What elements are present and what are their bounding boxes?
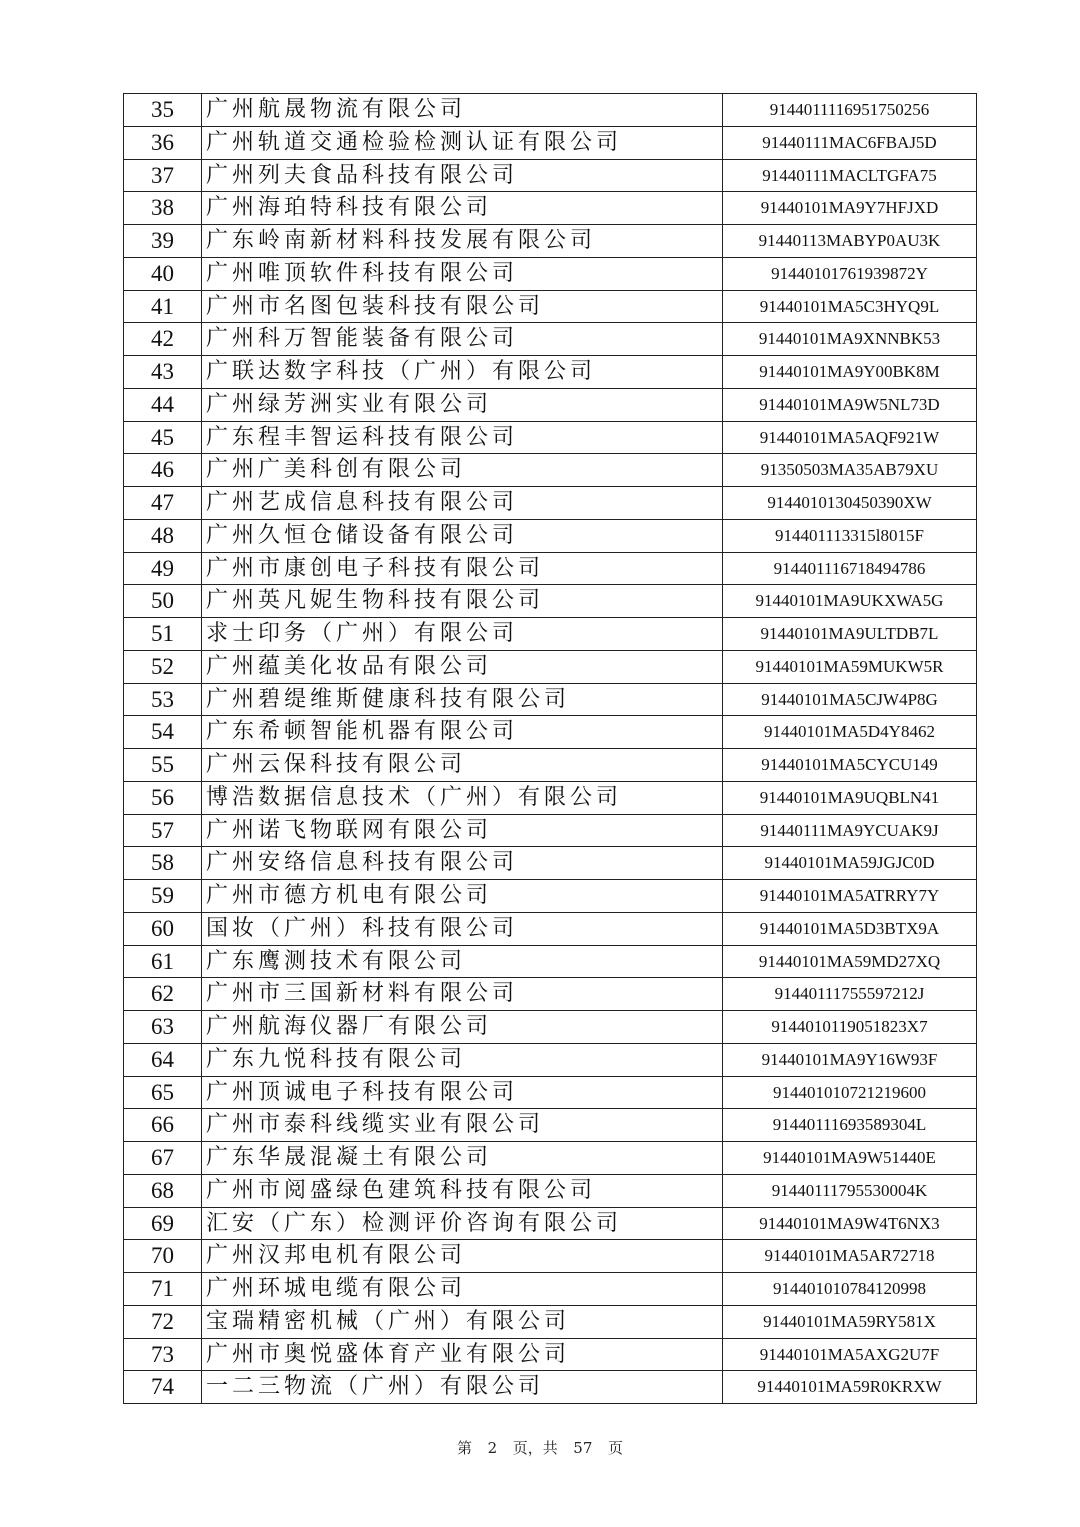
table-row: [124, 1011, 977, 1044]
company-name: 广州市三国新材料有限公司: [202, 978, 723, 1011]
company-name: 求士印务（广州）有限公司: [202, 618, 723, 651]
table-row: [124, 945, 977, 978]
table-row: [124, 749, 977, 782]
company-name: 广东程丰智运科技有限公司: [202, 421, 723, 454]
credit-code: 9144011116951750256: [723, 94, 977, 127]
row-number: 62: [124, 978, 202, 1011]
company-name: 广东鹰测技术有限公司: [202, 945, 723, 978]
company-name: 广州安络信息科技有限公司: [202, 847, 723, 880]
row-number: 61: [124, 945, 202, 978]
row-number: 39: [124, 225, 202, 258]
row-number: 53: [124, 683, 202, 716]
row-number: 54: [124, 716, 202, 749]
credit-code: 91440101MA9W51440E: [723, 1142, 977, 1175]
footer-total-pages: 57: [573, 1439, 593, 1457]
table-row: [124, 1240, 977, 1273]
credit-code: 91440101MA5CJW4P8G: [723, 683, 977, 716]
row-number: 67: [124, 1142, 202, 1175]
company-name: 广联达数字科技（广州）有限公司: [202, 356, 723, 389]
company-name: 广东华晟混凝土有限公司: [202, 1142, 723, 1175]
row-number: 50: [124, 585, 202, 618]
row-number: 35: [124, 94, 202, 127]
row-number: 55: [124, 749, 202, 782]
row-number: 70: [124, 1240, 202, 1273]
row-number: 38: [124, 192, 202, 225]
table-row: [124, 1305, 977, 1338]
credit-code: 91440111755597212J: [723, 978, 977, 1011]
company-name: 广州汉邦电机有限公司: [202, 1240, 723, 1273]
company-name: 广州科万智能装备有限公司: [202, 323, 723, 356]
row-number: 57: [124, 814, 202, 847]
credit-code: 91440111693589304L: [723, 1109, 977, 1142]
row-number: 71: [124, 1273, 202, 1306]
table-row: [124, 1338, 977, 1371]
row-number: 72: [124, 1305, 202, 1338]
row-number: 73: [124, 1338, 202, 1371]
credit-code: 91440101MA9Y00BK8M: [723, 356, 977, 389]
table-row: [124, 650, 977, 683]
table-row: [124, 978, 977, 1011]
credit-code: 91440101MA9W5NL73D: [723, 388, 977, 421]
footer-prefix: 第: [457, 1439, 473, 1457]
table-row: [124, 618, 977, 651]
credit-code: 91440101MA59MUKW5R: [723, 650, 977, 683]
company-name: 广州轨道交通检验检测认证有限公司: [202, 126, 723, 159]
company-name: 一二三物流（广州）有限公司: [202, 1371, 723, 1404]
row-number: 44: [124, 388, 202, 421]
row-number: 46: [124, 454, 202, 487]
row-number: 68: [124, 1174, 202, 1207]
credit-code: 9144010130450390XW: [723, 487, 977, 520]
table-row: [124, 126, 977, 159]
table-row: [124, 487, 977, 520]
credit-code: 91440101MA5D4Y8462: [723, 716, 977, 749]
credit-code: 91350503MA35AB79XU: [723, 454, 977, 487]
credit-code: 91440113MABYP0AU3K: [723, 225, 977, 258]
table-row: [124, 912, 977, 945]
table-row: [124, 519, 977, 552]
row-number: 52: [124, 650, 202, 683]
company-name: 广州市名图包装科技有限公司: [202, 290, 723, 323]
company-name: 广州市德方机电有限公司: [202, 880, 723, 913]
credit-code: 91440101MA5D3BTX9A: [723, 912, 977, 945]
company-name: 广州广美科创有限公司: [202, 454, 723, 487]
credit-code: 91440111MACLTGFA75: [723, 159, 977, 192]
row-number: 37: [124, 159, 202, 192]
credit-code: 9144010119051823X7: [723, 1011, 977, 1044]
company-name: 广州环城电缆有限公司: [202, 1273, 723, 1306]
footer-current-page: 2: [487, 1439, 498, 1457]
company-name: 广州久恒仓储设备有限公司: [202, 519, 723, 552]
company-name: 广州航海仪器厂有限公司: [202, 1011, 723, 1044]
table-row: [124, 585, 977, 618]
company-name: 广州绿芳洲实业有限公司: [202, 388, 723, 421]
credit-code: 914401010721219600: [723, 1076, 977, 1109]
row-number: 63: [124, 1011, 202, 1044]
credit-code: 91440101MA9XNNBK53: [723, 323, 977, 356]
table-row: [124, 1207, 977, 1240]
credit-code: 91440111MAC6FBAJ5D: [723, 126, 977, 159]
credit-code: 91440101MA59RY581X: [723, 1305, 977, 1338]
row-number: 66: [124, 1109, 202, 1142]
table-row: [124, 225, 977, 258]
credit-code: 914401116718494786: [723, 552, 977, 585]
credit-code: 91440101MA5CYCU149: [723, 749, 977, 782]
row-number: 59: [124, 880, 202, 913]
footer-page-suffix: 页，共: [512, 1439, 558, 1457]
table-row: [124, 192, 977, 225]
row-number: 42: [124, 323, 202, 356]
row-number: 45: [124, 421, 202, 454]
row-number: 64: [124, 1043, 202, 1076]
company-name: 广东希顿智能机器有限公司: [202, 716, 723, 749]
company-name: 广州云保科技有限公司: [202, 749, 723, 782]
company-name: 广州市康创电子科技有限公司: [202, 552, 723, 585]
credit-code: 914401010784120998: [723, 1273, 977, 1306]
table-row: [124, 388, 977, 421]
credit-code: 91440101761939872Y: [723, 257, 977, 290]
row-number: 74: [124, 1371, 202, 1404]
table-row: [124, 159, 977, 192]
page-footer: [0, 1437, 1080, 1458]
credit-code: 91440101MA5AQF921W: [723, 421, 977, 454]
row-number: 48: [124, 519, 202, 552]
credit-code: 91440101MA5AXG2U7F: [723, 1338, 977, 1371]
row-number: 56: [124, 781, 202, 814]
table-row: [124, 781, 977, 814]
credit-code: 91440111795530004K: [723, 1174, 977, 1207]
row-number: 51: [124, 618, 202, 651]
table-row: [124, 683, 977, 716]
table-row: [124, 847, 977, 880]
credit-code: 91440101MA9ULTDB7L: [723, 618, 977, 651]
company-name: 广州航晟物流有限公司: [202, 94, 723, 127]
table-row: [124, 716, 977, 749]
credit-code: 914401113315l8015F: [723, 519, 977, 552]
credit-code: 91440101MA9UKXWA5G: [723, 585, 977, 618]
row-number: 60: [124, 912, 202, 945]
table-row: [124, 323, 977, 356]
credit-code: 91440101MA9W4T6NX3: [723, 1207, 977, 1240]
credit-code: 91440101MA9Y16W93F: [723, 1043, 977, 1076]
table-row: [124, 1174, 977, 1207]
company-name: 广州唯顶软件科技有限公司: [202, 257, 723, 290]
company-name: 广州碧缇维斯健康科技有限公司: [202, 683, 723, 716]
row-number: 47: [124, 487, 202, 520]
row-number: 49: [124, 552, 202, 585]
credit-code: 91440101MA5AR72718: [723, 1240, 977, 1273]
row-number: 43: [124, 356, 202, 389]
table-row: [124, 1273, 977, 1306]
row-number: 41: [124, 290, 202, 323]
company-name: 广东九悦科技有限公司: [202, 1043, 723, 1076]
table-row: [124, 356, 977, 389]
credit-code: 91440101MA5ATRRY7Y: [723, 880, 977, 913]
company-name: 国妆（广州）科技有限公司: [202, 912, 723, 945]
table-row: [124, 814, 977, 847]
row-number: 58: [124, 847, 202, 880]
company-name: 广东岭南新材料科技发展有限公司: [202, 225, 723, 258]
company-table-body: [124, 94, 977, 1404]
table-row: [124, 290, 977, 323]
row-number: 65: [124, 1076, 202, 1109]
credit-code: 91440101MA59R0KRXW: [723, 1371, 977, 1404]
company-name: 广州诺飞物联网有限公司: [202, 814, 723, 847]
company-name: 广州顶诚电子科技有限公司: [202, 1076, 723, 1109]
row-number: 69: [124, 1207, 202, 1240]
table-row: [124, 552, 977, 585]
table-row: [124, 94, 977, 127]
company-name: 广州市奥悦盛体育产业有限公司: [202, 1338, 723, 1371]
table-row: [124, 421, 977, 454]
credit-code: 91440101MA59JGJC0D: [723, 847, 977, 880]
table-row: [124, 1371, 977, 1404]
table-row: [124, 1142, 977, 1175]
table-row: [124, 1043, 977, 1076]
company-name: 广州艺成信息科技有限公司: [202, 487, 723, 520]
row-number: 36: [124, 126, 202, 159]
table-row: [124, 880, 977, 913]
company-name: 广州列夫食品科技有限公司: [202, 159, 723, 192]
company-name: 广州海珀特科技有限公司: [202, 192, 723, 225]
credit-code: 91440101MA9UQBLN41: [723, 781, 977, 814]
footer-total-suffix: 页: [607, 1439, 623, 1457]
table-row: [124, 257, 977, 290]
credit-code: 91440111MA9YCUAK9J: [723, 814, 977, 847]
row-number: 40: [124, 257, 202, 290]
company-name: 汇安（广东）检测评价咨询有限公司: [202, 1207, 723, 1240]
company-name: 宝瑞精密机械（广州）有限公司: [202, 1305, 723, 1338]
credit-code: 91440101MA9Y7HFJXD: [723, 192, 977, 225]
company-name: 博浩数据信息技术（广州）有限公司: [202, 781, 723, 814]
company-name: 广州蕴美化妆品有限公司: [202, 650, 723, 683]
company-name: 广州市阅盛绿色建筑科技有限公司: [202, 1174, 723, 1207]
company-table: [123, 93, 977, 1404]
credit-code: 91440101MA59MD27XQ: [723, 945, 977, 978]
table-row: [124, 1109, 977, 1142]
company-name: 广州英凡妮生物科技有限公司: [202, 585, 723, 618]
company-name: 广州市泰科线缆实业有限公司: [202, 1109, 723, 1142]
table-row: [124, 454, 977, 487]
table-row: [124, 1076, 977, 1109]
credit-code: 91440101MA5C3HYQ9L: [723, 290, 977, 323]
